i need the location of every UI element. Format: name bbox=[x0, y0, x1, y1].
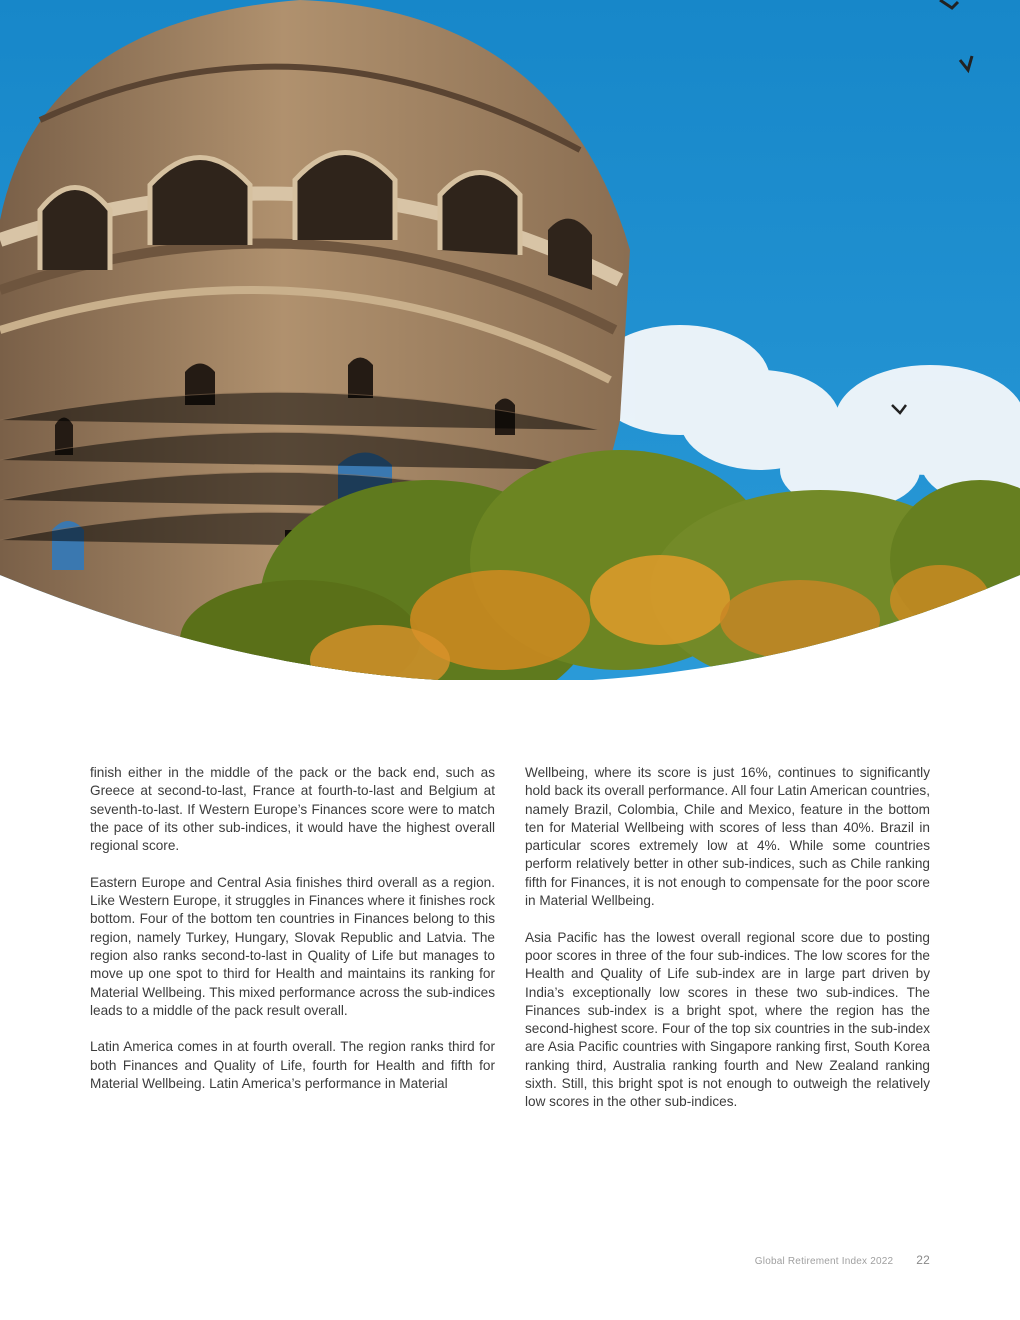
text-column-right bbox=[525, 764, 930, 1130]
paragraph: Wellbeing, where its score is just 16%, continues to significantly hold back its overall performance. All four Latin American countries, namely Brazil, Colombia, Chile and Mexico, feature in the bottom ten for Material Wellbeing with scores of less than 40%. Brazil in particular scores extremely low at 4%. While some countries perform relatively better in other sub-indices, such as Chile ranking fifth for Finances, it is not enough to compensate for the poor score in Material Wellbeing. bbox=[525, 765, 930, 909]
text-column-left bbox=[90, 764, 495, 1112]
paragraph: Latin America comes in at fourth overall. The region ranks third for both Finances and Quality of Life, fourth for Health and fifth for Material Wellbeing. Latin America’s performance in Material bbox=[90, 1039, 495, 1092]
publication-title: Global Retirement Index 2022 bbox=[754, 1256, 894, 1267]
paragraph: Eastern Europe and Central Asia finishes third overall as a region. Like Western Europe, it struggles in Finances where it finishes rock bottom. Four of the bottom ten countries in Finances belong to this region, namely Turkey, Hungary, Slovak Republic and Latvia. The region also ranks second-to-last in Quality of Life but manages to move up one spot to third for Health and maintains its ranking for Material Wellbeing. This mixed performance across the sub-indices leads to a middle of the pack result overall. bbox=[90, 874, 495, 1018]
paragraph: finish either in the middle of the pack or the back end, such as Greece at second-to-last, France at fourth-to-last and Belgium at seventh-to-last. If Western Europe’s Finances score were to match the pace of its other sub-indices, it would have the highest overall regional score. bbox=[90, 765, 495, 854]
page-number: 22 bbox=[916, 1253, 930, 1267]
page-footer bbox=[755, 1253, 930, 1267]
paragraph: Asia Pacific has the lowest overall regional score due to posting poor scores in three of the four sub-indices. The low scores for the Health and Quality of Life sub-index are in large part driven by India’s exceptionally low scores in these two sub-indices. The Finances sub-index is a bright spot, where the region has the second-highest score. Four of the top six countries in the sub-index are Asia Pacific countries with Singapore ranking first, South Korea ranking third, Australia ranking fourth and New Zealand ranking sixth. Still, this bright spot is not enough to outweigh the relatively low scores in the other sub-indices. bbox=[525, 929, 930, 1110]
